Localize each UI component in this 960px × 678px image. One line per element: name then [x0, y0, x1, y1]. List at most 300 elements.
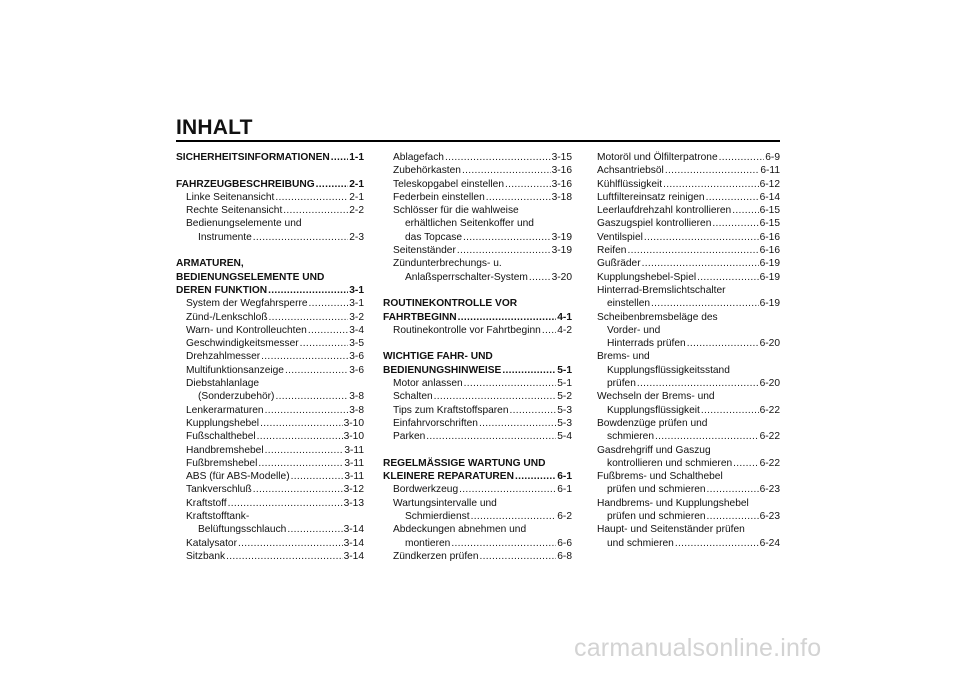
toc-entry-label: Parken: [393, 431, 426, 443]
toc-entry-label: Belüftungsschlauch: [198, 524, 287, 536]
toc-entry[interactable]: [176, 390, 364, 403]
toc-entry-label: Warn- und Kontrolleuchten: [186, 324, 307, 336]
toc-page-number: 5-1: [557, 364, 572, 376]
dot-leader: [238, 537, 343, 550]
toc-entry[interactable]: [176, 404, 364, 417]
toc-page-number: 5-2: [557, 391, 572, 403]
toc-entry[interactable]: [597, 404, 780, 417]
toc-page-number: 3-14: [343, 550, 364, 562]
dot-leader: [542, 324, 556, 337]
toc-entry-label: Schlösser für die wahlweise: [393, 205, 519, 217]
toc-entry-label: Achsantriebsöl: [597, 165, 664, 177]
dot-leader: [732, 204, 758, 217]
toc-page-number: 6-19: [759, 271, 780, 283]
toc-page-number: 3-16: [551, 178, 572, 190]
toc-entry: [383, 497, 572, 510]
toc-page-number: 3-14: [343, 537, 364, 549]
dot-leader: [459, 483, 556, 496]
toc-entry[interactable]: [176, 324, 364, 337]
toc-entry[interactable]: [597, 164, 780, 177]
toc-page-number: 3-19: [551, 245, 572, 257]
toc-page-number: 6-15: [759, 205, 780, 217]
toc-entry-label: Einfahrvorschriften: [393, 417, 478, 429]
toc-entry-label: Diebstahlanlage: [186, 378, 260, 390]
toc-page-number: 6-20: [759, 338, 780, 350]
toc-entry[interactable]: [176, 364, 364, 377]
toc-entry: [597, 284, 780, 297]
toc-page-number: 6-22: [759, 404, 780, 416]
toc-entry-label: Brems- und: [597, 351, 650, 363]
toc-entry-label: Zünd-/Lenkschloß: [186, 311, 268, 323]
toc-entry-label: Wartungsintervalle und: [393, 497, 497, 509]
toc-entry-label: Ventilspiel: [597, 231, 643, 243]
toc-entry-label: kontrollieren und schmieren: [607, 457, 733, 469]
dot-leader: [283, 204, 348, 217]
toc-spacer: [383, 337, 572, 350]
toc-entry-label: Abdeckungen abnehmen und: [393, 524, 527, 536]
toc-entry: [597, 311, 780, 324]
toc-entry-label: SICHERHEITSINFORMATIONEN: [176, 152, 330, 163]
toc-page-number: 6-19: [759, 258, 780, 270]
toc-entry[interactable]: [383, 164, 572, 177]
toc-entry[interactable]: [176, 523, 364, 536]
dot-leader: [287, 523, 342, 536]
toc-page-number: 4-2: [557, 324, 572, 336]
dot-leader: [309, 297, 349, 310]
dot-leader: [445, 151, 551, 164]
toc-entry[interactable]: [176, 497, 364, 510]
dot-leader: [258, 457, 343, 470]
toc-page-number: 6-2: [557, 511, 572, 523]
toc-entry[interactable]: [597, 537, 780, 550]
toc-entry-label: Multifunktionsanzeige: [186, 364, 284, 376]
toc-entry-label: Zündunterbrechungs- u.: [393, 258, 502, 270]
toc-page-number: 2-1: [349, 178, 364, 190]
toc-heading[interactable]: [176, 151, 364, 164]
toc-page-number: 3-11: [344, 444, 364, 456]
toc-spacer: [383, 284, 572, 297]
toc-page-number: 5-3: [557, 417, 572, 429]
toc-entry-label: Bedienungselemente und: [186, 218, 302, 230]
toc-entry-label: WICHTIGE FAHR- UND: [383, 351, 493, 363]
dot-leader: [458, 311, 557, 324]
toc-entry-label: Seitenständer: [393, 245, 456, 257]
toc-page-number: 3-15: [551, 152, 572, 163]
dot-leader: [733, 457, 758, 470]
dot-leader: [275, 390, 348, 403]
toc-page-number: 3-14: [343, 524, 364, 536]
toc-entry-label: Kupplungsflüssigkeit: [607, 404, 700, 416]
toc-entry-label: BEDIENUNGSHINWEISE: [383, 364, 502, 376]
toc-entry[interactable]: [383, 151, 572, 164]
dot-leader: [471, 510, 557, 523]
toc-column-2: [383, 151, 572, 563]
toc-heading: [176, 257, 364, 270]
toc-entry-label: Haupt- und Seitenständer prüfen: [597, 524, 745, 536]
dot-leader: [479, 417, 556, 430]
toc-page-number: 6-6: [557, 537, 572, 549]
toc-entry-label: BEDIENUNGSELEMENTE UND: [176, 271, 325, 283]
toc-entry[interactable]: [383, 377, 572, 390]
toc-entry-label: DEREN FUNKTION: [176, 284, 268, 296]
toc-entry[interactable]: [383, 191, 572, 204]
toc-entry-label: Zündkerzen prüfen: [393, 550, 479, 562]
toc-entry[interactable]: [176, 457, 364, 470]
dot-leader: [457, 244, 551, 257]
toc-entry[interactable]: [383, 324, 572, 337]
toc-entry-label: Bordwerkzeug: [393, 484, 459, 496]
toc-entry[interactable]: [383, 537, 572, 550]
toc-entry-label: Luftfiltereinsatz reinigen: [597, 191, 705, 203]
toc-page-number: 6-14: [759, 191, 780, 203]
toc-page-number: 2-2: [349, 205, 364, 217]
toc-entry-label: Motor anlassen: [393, 378, 463, 390]
dot-leader: [655, 430, 759, 443]
dot-leader: [226, 550, 343, 563]
toc-entry-label: einstellen: [607, 298, 651, 310]
toc-spacer: [383, 444, 572, 457]
dot-leader: [300, 337, 349, 350]
toc-heading[interactable]: [176, 178, 364, 191]
dot-leader: [253, 483, 343, 496]
toc-entry-label: Scheibenbremsbeläge des: [597, 311, 718, 323]
toc-entry-label: System der Wegfahrsperre: [186, 298, 308, 310]
toc-entry-label: Drehzahlmesser: [186, 351, 261, 363]
toc-page-number: 3-13: [343, 497, 364, 509]
toc-heading[interactable]: [176, 284, 364, 297]
toc-entry[interactable]: [383, 417, 572, 430]
toc-heading[interactable]: [383, 311, 572, 324]
toc-entry-label: prüfen und schmieren: [607, 484, 706, 496]
dot-leader: [451, 537, 556, 550]
toc-entry-label: Fußschalthebel: [186, 431, 256, 443]
title-rule: [176, 140, 780, 142]
toc-entry[interactable]: [176, 204, 364, 217]
toc-entry[interactable]: [597, 337, 780, 350]
toc-page-number: 6-22: [759, 457, 780, 469]
dot-leader: [701, 404, 759, 417]
toc-entry-label: Federbein einstellen: [393, 191, 485, 203]
toc-entry[interactable]: [597, 483, 780, 496]
dot-leader: [637, 377, 759, 390]
dot-leader: [434, 390, 557, 403]
dot-leader: [462, 164, 551, 177]
dot-leader: [464, 377, 557, 390]
toc-entry[interactable]: [383, 178, 572, 191]
toc-entry[interactable]: [597, 151, 780, 164]
toc-page-number: 3-4: [349, 324, 364, 336]
toc-page-number: 2-3: [349, 231, 364, 243]
toc-entry: [597, 364, 780, 377]
toc-page-number: 3-12: [343, 484, 364, 496]
toc-entry[interactable]: [597, 244, 780, 257]
dot-leader: [719, 151, 765, 164]
toc-page-number: 3-8: [349, 404, 364, 416]
toc-page-number: 6-22: [759, 431, 780, 443]
toc-entry[interactable]: [597, 377, 780, 390]
toc-entry-label: Linke Seitenansicht: [186, 191, 275, 203]
toc-entry[interactable]: [597, 257, 780, 270]
toc-page-number: 6-16: [759, 231, 780, 243]
toc-entry: [597, 417, 780, 430]
toc-entry[interactable]: [597, 297, 780, 310]
dot-leader: [228, 497, 343, 510]
toc-entry-label: Rechte Seitenansicht: [186, 205, 283, 217]
toc-entry[interactable]: [176, 430, 364, 443]
dot-leader: [687, 337, 759, 350]
toc-entry[interactable]: [597, 430, 780, 443]
toc-entry: [597, 523, 780, 536]
toc-entry: [597, 497, 780, 510]
toc-entry[interactable]: [383, 271, 572, 284]
toc-entry[interactable]: [176, 350, 364, 363]
toc-entry[interactable]: [176, 444, 364, 457]
toc-page-number: 3-2: [349, 311, 364, 323]
dot-leader: [275, 191, 348, 204]
toc-heading: [176, 271, 364, 284]
toc-entry-label: Routinekontrolle vor Fahrtbeginn: [393, 324, 541, 336]
dot-leader: [265, 404, 349, 417]
toc-entry[interactable]: [176, 337, 364, 350]
toc-entry-label: REGELMÄSSIGE WARTUNG UND: [383, 457, 546, 469]
toc-entry[interactable]: [597, 510, 780, 523]
dot-leader: [651, 297, 759, 310]
toc-page-number: 5-3: [557, 404, 572, 416]
toc-page-number: 3-20: [551, 271, 572, 283]
toc-column-1: [176, 151, 364, 563]
toc-entry-label: FAHRZEUGBESCHREIBUNG: [176, 178, 315, 190]
toc-entry: [176, 510, 364, 523]
dot-leader: [707, 510, 759, 523]
toc-entry[interactable]: [176, 483, 364, 496]
toc-page-number: 3-16: [551, 165, 572, 177]
toc-page-number: 3-10: [343, 431, 364, 443]
toc-entry[interactable]: [597, 178, 780, 191]
toc-entry-label: Tips zum Kraftstoffsparen: [393, 404, 509, 416]
toc-entry[interactable]: [597, 271, 780, 284]
dot-leader: [697, 271, 758, 284]
toc-entry[interactable]: [176, 191, 364, 204]
toc-entry-label: Gaszugspiel kontrollieren: [597, 218, 712, 230]
toc-entry[interactable]: [383, 244, 572, 257]
toc-page-number: 6-24: [759, 537, 780, 549]
toc-column-3: [597, 151, 780, 550]
toc-entry[interactable]: [383, 510, 572, 523]
dot-leader: [663, 178, 758, 191]
dot-leader: [644, 231, 759, 244]
toc-page-number: 6-23: [759, 511, 780, 523]
toc-page-number: 4-1: [557, 311, 572, 323]
dot-leader: [308, 324, 348, 337]
toc-entry-label: Zubehörkasten: [393, 165, 461, 177]
toc-entry-label: Kupplungshebel-Spiel: [597, 271, 697, 283]
toc-entry-label: Motoröl und Ölfilterpatrone: [597, 152, 718, 163]
toc-page-number: 6-16: [759, 245, 780, 257]
dot-leader: [331, 151, 349, 164]
toc-entry[interactable]: [176, 550, 364, 563]
toc-entry: [597, 390, 780, 403]
dot-leader: [291, 470, 344, 483]
toc-entry-label: Hinterrad-Bremslichtschalter: [597, 284, 726, 296]
toc-page-number: 1-1: [349, 152, 364, 163]
toc-page-number: 5-1: [557, 378, 572, 390]
watermark: carmanualsonline.info: [574, 634, 822, 662]
toc-entry-label: montieren: [405, 537, 451, 549]
toc-entry-label: Schmierdienst: [405, 511, 470, 523]
dot-leader: [707, 483, 759, 496]
dot-leader: [706, 191, 759, 204]
toc-entry-label: Hinterrads prüfen: [607, 338, 686, 350]
toc-page-number: 6-1: [557, 484, 572, 496]
toc-entry[interactable]: [383, 390, 572, 403]
toc-entry-label: Kraftstofftank-: [186, 511, 250, 523]
dot-leader: [510, 404, 557, 417]
toc-entry-label: ROUTINEKONTROLLE VOR: [383, 298, 518, 310]
toc-page-number: 6-1: [557, 471, 572, 483]
dot-leader: [505, 178, 551, 191]
toc-entry-label: Bowdenzüge prüfen und: [597, 417, 708, 429]
toc-entry-label: Geschwindigkeitsmesser: [186, 338, 299, 350]
toc-entry-label: (Sonderzubehör): [198, 391, 275, 403]
toc-heading[interactable]: [383, 470, 572, 483]
toc-page-number: 6-15: [759, 218, 780, 230]
toc-heading[interactable]: [383, 364, 572, 377]
toc-page-number: 3-8: [349, 391, 364, 403]
toc-entry-label: Kupplungshebel: [186, 417, 260, 429]
dot-leader: [529, 271, 551, 284]
toc-heading: [383, 457, 572, 470]
dot-leader: [627, 244, 758, 257]
toc-entry-label: Kupplungsflüssigkeitsstand: [607, 364, 730, 376]
toc-entry[interactable]: [383, 483, 572, 496]
toc-entry-label: Vorder- und: [607, 324, 661, 336]
toc-entry: [383, 257, 572, 270]
toc-page-number: 3-6: [349, 364, 364, 376]
toc-entry-label: Gußräder: [597, 258, 641, 270]
toc-entry-label: Sitzbank: [186, 550, 226, 562]
toc-page-number: 2-1: [349, 191, 364, 203]
toc-page-number: 6-23: [759, 484, 780, 496]
toc-entry-label: erhältlichen Seitenkoffer und: [405, 218, 534, 230]
toc-entry-label: Schalten: [393, 391, 433, 403]
dot-leader: [257, 430, 343, 443]
toc-entry-label: Ablagefach: [393, 152, 444, 163]
toc-entry-label: Kühlflüssigkeit: [597, 178, 663, 190]
dot-leader: [712, 217, 758, 230]
toc-entry[interactable]: [383, 430, 572, 443]
toc-entry: [383, 217, 572, 230]
toc-entry[interactable]: [597, 191, 780, 204]
toc-entry[interactable]: [597, 457, 780, 470]
toc-page-number: 3-5: [349, 338, 364, 350]
toc-entry-label: Handbremshebel: [186, 444, 264, 456]
dot-leader: [675, 537, 759, 550]
dot-leader: [261, 350, 348, 363]
toc-entry-label: und schmieren: [607, 537, 674, 549]
toc-entry-label: Handbrems- und Kupplungshebel: [597, 497, 749, 509]
toc-page-number: 3-11: [344, 457, 364, 469]
toc-page-number: 3-1: [349, 298, 364, 310]
toc-entry[interactable]: [176, 311, 364, 324]
toc-entry-label: Kraftstoff: [186, 497, 227, 509]
toc-entry-label: Lenkerarmaturen: [186, 404, 264, 416]
toc-page-number: 6-12: [759, 178, 780, 190]
toc-entry-label: Teleskopgabel einstellen: [393, 178, 505, 190]
toc-entry[interactable]: [176, 417, 364, 430]
dot-leader: [253, 231, 348, 244]
toc-entry[interactable]: [383, 550, 572, 563]
toc-page-number: 5-4: [557, 431, 572, 443]
toc-entry-label: Leerlaufdrehzahl kontrollieren: [597, 205, 732, 217]
toc-page-number: 3-1: [349, 284, 364, 296]
dot-leader: [285, 364, 348, 377]
toc-entry-label: ARMATUREN,: [176, 258, 244, 270]
toc-entry-label: Katalysator: [186, 537, 237, 549]
toc-entry[interactable]: [597, 217, 780, 230]
toc-entry-label: Fußbremshebel: [186, 457, 258, 469]
toc-page-number: 6-11: [760, 165, 780, 177]
toc-entry[interactable]: [176, 231, 364, 244]
toc-entry[interactable]: [597, 231, 780, 244]
toc-entry-label: prüfen: [607, 378, 636, 390]
toc-page-number: 3-19: [551, 231, 572, 243]
toc-page-number: 6-9: [765, 152, 780, 163]
toc-entry-label: Tankverschluß: [186, 484, 252, 496]
toc-heading: [383, 297, 572, 310]
dot-leader: [265, 444, 344, 457]
toc-entry[interactable]: [176, 537, 364, 550]
toc-entry-label: schmieren: [607, 431, 654, 443]
toc-entry: [176, 217, 364, 230]
dot-leader: [269, 311, 349, 324]
toc-heading: [383, 350, 572, 363]
toc-entry-label: FAHRTBEGINN: [383, 311, 457, 323]
toc-page-number: 6-8: [557, 550, 572, 562]
dot-leader: [426, 430, 556, 443]
toc-entry-label: Wechseln der Brems- und: [597, 391, 715, 403]
dot-leader: [486, 191, 551, 204]
dot-leader: [502, 364, 556, 377]
toc-entry-label: Anlaßsperrschalter-System: [405, 271, 528, 283]
dot-leader: [665, 164, 760, 177]
toc-entry-label: Fußbrems- und Schalthebel: [597, 471, 723, 483]
toc-entry[interactable]: [383, 404, 572, 417]
toc-spacer: [176, 164, 364, 177]
toc-entry: [597, 324, 780, 337]
toc-page-number: 6-19: [759, 298, 780, 310]
toc-entry: [383, 204, 572, 217]
toc-entry-label: Instrumente: [198, 231, 252, 243]
toc-entry[interactable]: [176, 470, 364, 483]
toc-page-number: 3-6: [349, 351, 364, 363]
toc-entry[interactable]: [176, 297, 364, 310]
dot-leader: [463, 231, 551, 244]
toc-entry-label: ABS (für ABS-Modelle): [186, 471, 290, 483]
toc-spacer: [176, 244, 364, 257]
toc-page-number: 3-18: [551, 191, 572, 203]
toc-entry: [383, 523, 572, 536]
toc-entry: [176, 377, 364, 390]
toc-entry-label: KLEINERE REPARATUREN: [383, 471, 514, 483]
toc-entry[interactable]: [383, 231, 572, 244]
dot-leader: [515, 470, 556, 483]
toc-entry[interactable]: [597, 204, 780, 217]
dot-leader: [480, 550, 557, 563]
dot-leader: [316, 178, 349, 191]
toc-entry-label: das Topcase: [405, 231, 463, 243]
toc-entry-label: Gasdrehgriff und Gaszug: [597, 444, 711, 456]
toc-entry-label: prüfen und schmieren: [607, 511, 706, 523]
